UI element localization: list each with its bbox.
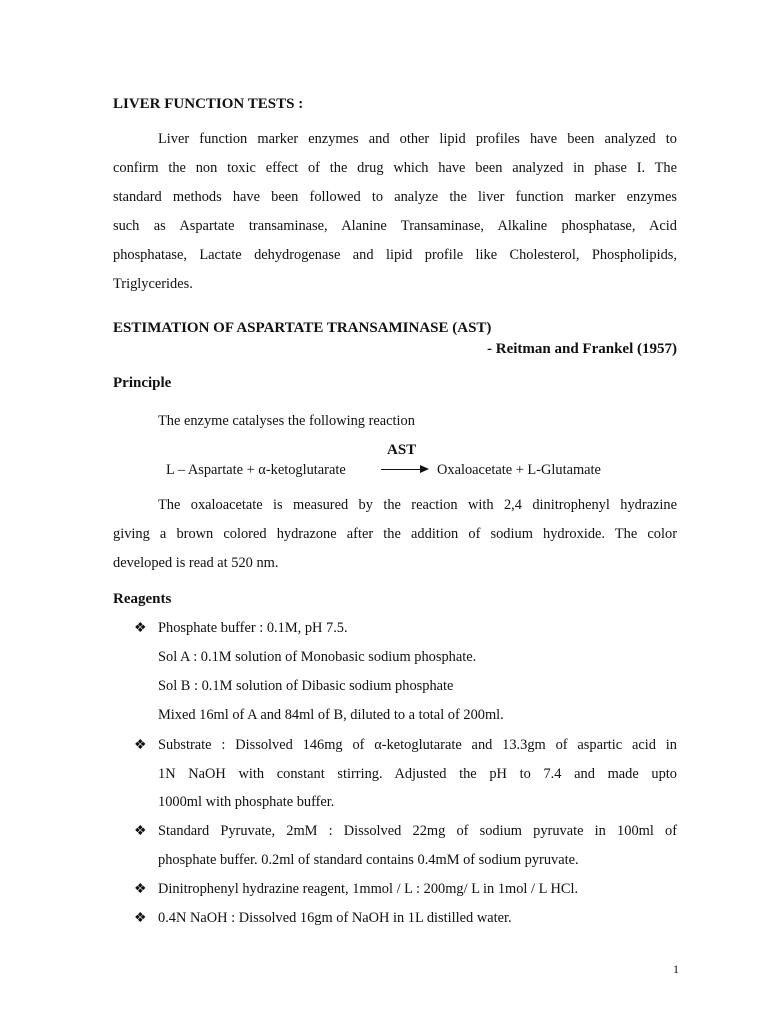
intro-line-1: Liver function marker enzymes and other lipid profiles have been analyzed to — [158, 131, 677, 147]
principle-intro: The enzyme catalyses the following reaction — [158, 413, 415, 429]
reaction-reactants: L – Aspartate + α-ketoglutarate — [166, 462, 346, 478]
reaction-arrow-head — [420, 465, 429, 473]
reaction-enzyme: AST — [387, 442, 417, 458]
substrate-line-2: 1N NaOH with constant stirring. Adjusted the pH to 7.4 and made upto — [158, 766, 677, 782]
principle-line-1: The oxaloacetate is measured by the reaction with 2,4 dinitrophenyl hydrazine — [158, 497, 677, 513]
bullet-icon: ❖ — [134, 621, 147, 636]
bullet-icon: ❖ — [134, 824, 147, 839]
standard-line-1: Standard Pyruvate, 2mM : Dissolved 22mg of sodium pyruvate in 100ml of — [158, 823, 677, 839]
substrate-line-1: Substrate : Dissolved 146mg of α-ketoglutarate and 13.3gm of aspartic acid in — [158, 737, 677, 753]
dnph-reagent: Dinitrophenyl hydrazine reagent, 1mmol / L : 200mg/ L in 1mol / L HCl. — [158, 881, 579, 897]
phosphate-sol-b: Sol B : 0.1M solution of Dibasic sodium phosphate — [158, 678, 454, 694]
standard-line-2: phosphate buffer. 0.2ml of standard contains 0.4mM of sodium pyruvate. — [158, 852, 579, 868]
page-number: 1 — [673, 962, 679, 976]
page-title: LIVER FUNCTION TESTS : — [113, 96, 304, 112]
reaction-arrow — [381, 469, 425, 470]
section-heading: ESTIMATION OF ASPARTATE TRANSAMINASE (AST) — [113, 320, 492, 336]
citation: - Reitman and Frankel (1957) — [487, 341, 677, 357]
phosphate-mix: Mixed 16ml of A and 84ml of B, diluted to a total of 200ml. — [158, 707, 504, 723]
reaction-products: Oxaloacetate + L-Glutamate — [437, 462, 601, 478]
naoh-reagent: 0.4N NaOH : Dissolved 16gm of NaOH in 1L distilled water. — [158, 910, 512, 926]
bullet-icon: ❖ — [134, 738, 147, 753]
phosphate-sol-a: Sol A : 0.1M solution of Monobasic sodium phosphate. — [158, 649, 477, 665]
principle-heading: Principle — [113, 375, 172, 391]
intro-line-3: standard methods have been followed to analyze the liver function marker enzymes — [113, 189, 677, 205]
principle-line-3: developed is read at 520 nm. — [113, 555, 279, 571]
intro-line-4: such as Aspartate transaminase, Alanine Transaminase, Alkaline phosphatase, Acid — [113, 218, 677, 234]
principle-line-2: giving a brown colored hydrazone after the addition of sodium hydroxide. The color — [113, 526, 677, 542]
phosphate-buffer: Phosphate buffer : 0.1M, pH 7.5. — [158, 620, 348, 636]
bullet-icon: ❖ — [134, 911, 147, 926]
intro-line-6: Triglycerides. — [113, 276, 193, 292]
substrate-line-3: 1000ml with phosphate buffer. — [158, 794, 335, 810]
intro-line-2: confirm the non toxic effect of the drug which have been analyzed in phase I. The — [113, 160, 677, 176]
reagents-heading: Reagents — [113, 591, 172, 607]
intro-line-5: phosphatase, Lactate dehydrogenase and lipid profile like Cholesterol, Phospholipids, — [113, 247, 677, 263]
bullet-icon: ❖ — [134, 882, 147, 897]
